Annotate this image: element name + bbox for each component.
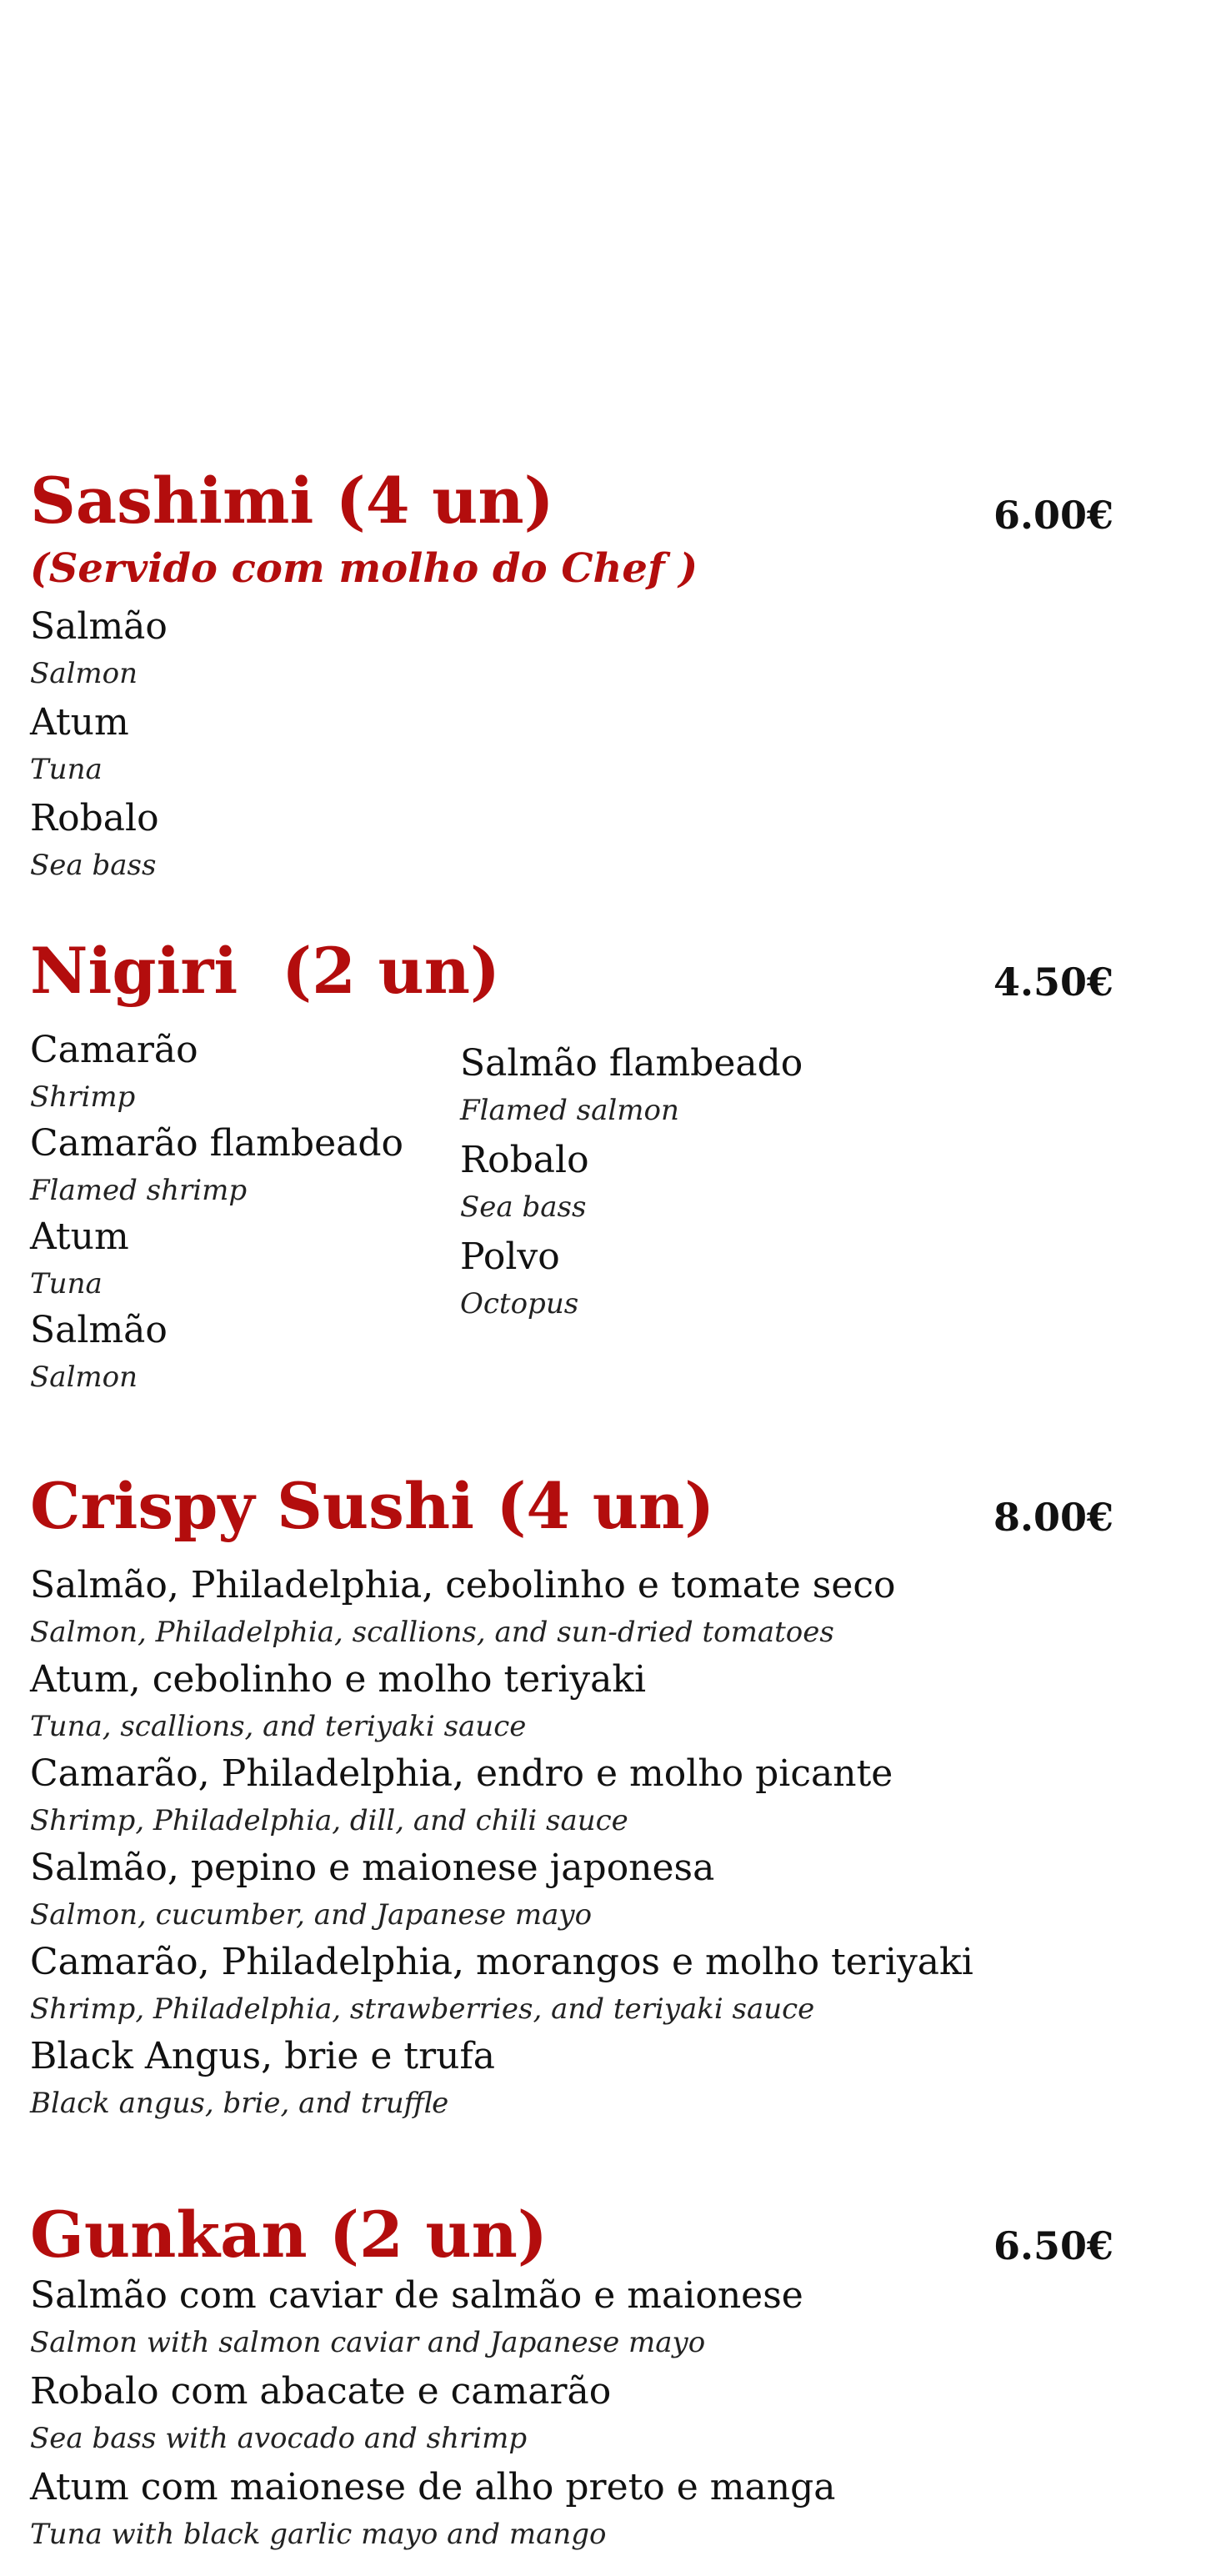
item-name-pt: Camarão flambeado <box>30 1122 403 1165</box>
list-item <box>460 1039 803 1135</box>
item-name-en: Shrimp <box>30 1080 136 1114</box>
item-name-en: Octopus <box>460 1287 579 1321</box>
item-name-pt: Robalo com abacate e camarão <box>30 2370 612 2413</box>
list-item <box>30 2271 836 2367</box>
section-sashimi <box>30 464 1113 897</box>
item-name-en: Salmon with salmon caviar and Japanese mayo <box>30 2326 706 2359</box>
item-name-en: Salmon <box>30 1361 138 1394</box>
section-crispy-sushi <box>30 1469 1113 2136</box>
item-name-en: Tuna <box>30 1267 103 1301</box>
list-item <box>30 1843 973 1937</box>
list-item <box>460 1135 803 1232</box>
list-item <box>30 794 168 890</box>
section-price: 6.00€ <box>993 493 1113 538</box>
section-nigiri <box>30 934 1113 1401</box>
item-name-en: Black angus, brie, and truffle <box>30 2087 449 2120</box>
item-name-pt: Salmão <box>30 605 168 648</box>
item-name-pt: Polvo <box>460 1235 560 1278</box>
item-name-en: Salmon, Philadelphia, scallions, and sun-dried tomatoes <box>30 1616 834 1649</box>
item-name-pt: Black Angus, brie e trufa <box>30 2035 495 2077</box>
item-name-pt: Atum com maionese de alho preto e manga <box>30 2466 836 2508</box>
item-name-en: Salmon, cucumber, and Japanese mayo <box>30 1898 593 1932</box>
item-name-pt: Atum, cebolinho e molho teriyaki <box>30 1658 647 1701</box>
item-name-pt: Robalo <box>30 797 159 839</box>
item-name-en: Salmon <box>30 657 138 690</box>
section-gunkan <box>30 2198 1113 2573</box>
item-name-en: Flamed shrimp <box>30 1174 248 1207</box>
section-price: 6.50€ <box>993 2223 1113 2268</box>
list-item <box>30 1306 403 1399</box>
section-title: Crispy Sushi (4 un) <box>30 1469 715 1543</box>
list-item <box>30 698 168 794</box>
item-name-en: Sea bass <box>30 849 157 882</box>
section-title: Gunkan (2 un) <box>30 2198 548 2272</box>
list-item <box>30 1655 973 1749</box>
item-name-pt: Salmão com caviar de salmão e maionese <box>30 2274 803 2317</box>
item-list-left <box>30 1025 403 1399</box>
list-item <box>30 1937 973 2032</box>
item-name-pt: Camarão, Philadelphia, endro e molho picante <box>30 1752 893 1795</box>
item-name-pt: Salmão flambeado <box>460 1042 803 1085</box>
item-name-pt: Camarão <box>30 1029 198 1071</box>
item-name-en: Sea bass with avocado and shrimp <box>30 2422 528 2455</box>
list-item <box>460 1232 803 1329</box>
list-item <box>30 602 168 698</box>
item-name-pt: Atum <box>30 1215 129 1258</box>
item-name-en: Tuna with black garlic mayo and mango <box>30 2518 607 2551</box>
item-name-pt: Salmão, Philadelphia, cebolinho e tomate seco <box>30 1564 896 1606</box>
section-price: 4.50€ <box>993 960 1113 1005</box>
list-item <box>30 1119 403 1212</box>
list-item <box>30 2463 836 2558</box>
item-name-en: Shrimp, Philadelphia, dill, and chili sauce <box>30 1804 628 1837</box>
list-item <box>30 1749 973 1843</box>
item-name-pt: Salmão <box>30 1309 168 1351</box>
item-list <box>30 2271 836 2558</box>
item-name-en: Tuna <box>30 753 103 786</box>
item-list <box>30 1561 973 2126</box>
item-name-pt: Robalo <box>460 1139 589 1181</box>
section-title: Sashimi (4 un) <box>30 464 554 538</box>
item-list <box>30 602 168 890</box>
section-subtitle: (Servido com molho do Chef ) <box>30 545 698 592</box>
list-item <box>30 2367 836 2463</box>
item-name-pt: Salmão, pepino e maionese japonesa <box>30 1847 715 1889</box>
list-item <box>30 1561 973 1655</box>
item-name-en: Tuna, scallions, and teriyaki sauce <box>30 1710 527 1743</box>
section-price: 8.00€ <box>993 1495 1113 1540</box>
list-item <box>30 2032 973 2126</box>
item-name-en: Shrimp, Philadelphia, strawberries, and teriyaki sauce <box>30 1992 815 2026</box>
item-name-en: Flamed salmon <box>460 1094 679 1127</box>
list-item <box>30 1025 403 1119</box>
item-list-right <box>460 1039 803 1329</box>
item-name-pt: Camarão, Philadelphia, morangos e molho teriyaki <box>30 1941 973 1983</box>
item-name-en: Sea bass <box>460 1190 587 1224</box>
section-title: Nigiri (2 un) <box>30 934 500 1008</box>
list-item <box>30 1212 403 1306</box>
item-name-pt: Atum <box>30 701 129 744</box>
